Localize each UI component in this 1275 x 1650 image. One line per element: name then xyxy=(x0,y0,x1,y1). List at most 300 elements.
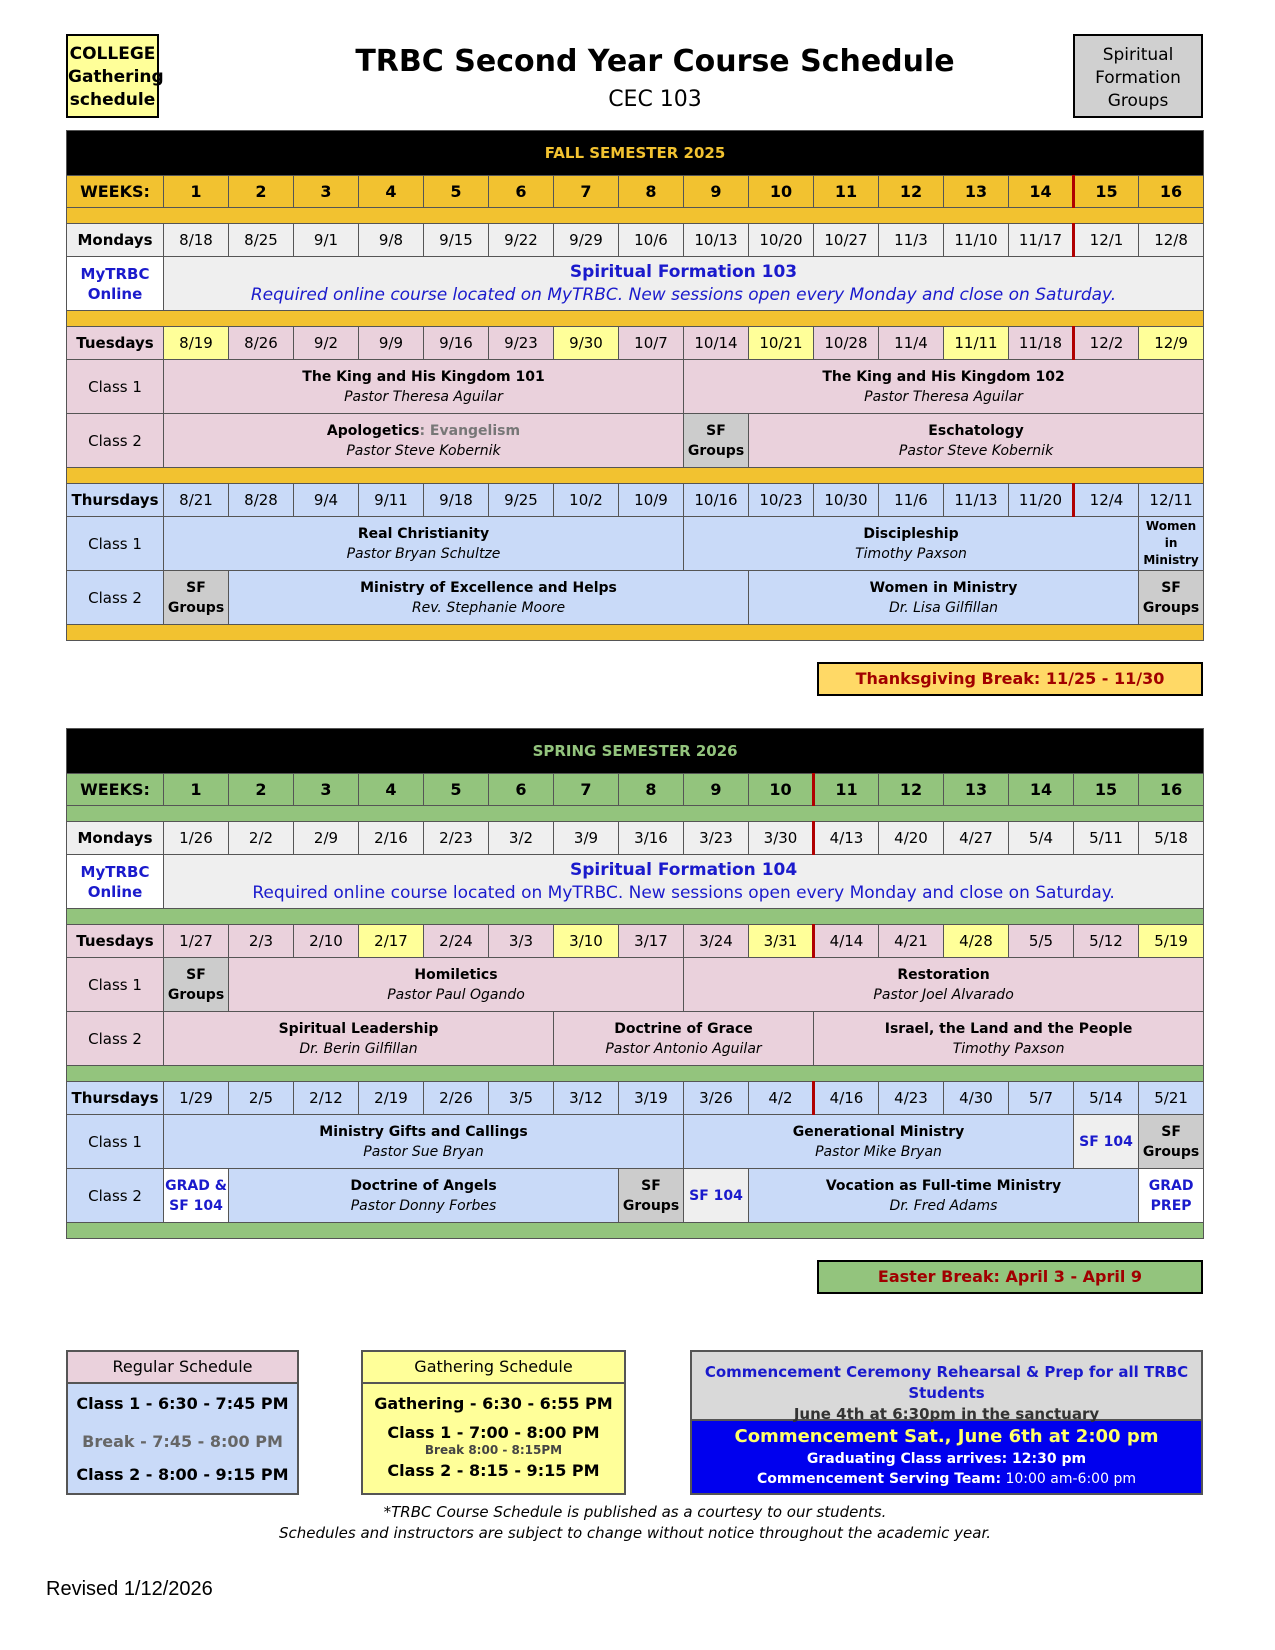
date-cell: 3/24 xyxy=(684,925,749,958)
short-course-line: Ministry xyxy=(1143,553,1199,567)
gathering-date-cell: 3/10 xyxy=(554,925,619,958)
date-cell: 12/8 xyxy=(1139,224,1204,257)
gathering-date-cell: 8/19 xyxy=(164,327,229,360)
women-in-ministry-cell xyxy=(1139,517,1204,571)
sf104-label: SF 104 xyxy=(1079,1133,1133,1150)
sf-line: Groups xyxy=(687,442,745,459)
week-num: 12 xyxy=(879,176,944,208)
course-cell xyxy=(749,414,1204,468)
sf-groups-cell xyxy=(164,958,229,1012)
spring-thursdays-row xyxy=(67,1082,1204,1115)
date-cell: 3/17 xyxy=(619,925,684,958)
date-cell: 8/25 xyxy=(229,224,294,257)
date-cell: 2/3 xyxy=(229,925,294,958)
sf-line: Groups xyxy=(167,986,225,1003)
date-cell: 10/28 xyxy=(814,327,879,360)
course-cell xyxy=(684,958,1204,1012)
date-cell: 10/16 xyxy=(684,484,749,517)
date-cell: 8/21 xyxy=(164,484,229,517)
footer-note-2: Schedules and instructors are subject to change without notice throughout the academic year. xyxy=(278,1524,992,1542)
date-cell: 3/9 xyxy=(554,822,619,855)
course-title: Doctrine of Angels xyxy=(350,1177,497,1194)
date-cell: 8/28 xyxy=(229,484,294,517)
date-cell: 5/21 xyxy=(1139,1082,1204,1115)
course-title: Discipleship xyxy=(863,525,959,542)
fall-tue-class1-row xyxy=(67,360,1204,414)
fall-thu-class2-row xyxy=(67,571,1204,625)
class-label: Class 2 xyxy=(67,1012,164,1066)
week-num: 16 xyxy=(1139,774,1204,806)
date-cell: 11/3 xyxy=(879,224,944,257)
week-num: 2 xyxy=(229,774,294,806)
course-cell xyxy=(749,1169,1139,1223)
badge-line: Formation xyxy=(1095,68,1181,88)
gathering-schedule-title: Gathering Schedule xyxy=(363,1352,624,1384)
course-cell xyxy=(684,517,1139,571)
date-cell: 3/12 xyxy=(554,1082,619,1115)
date-cell: 11/4 xyxy=(879,327,944,360)
date-cell: 10/14 xyxy=(684,327,749,360)
sf-groups-cell xyxy=(1139,571,1204,625)
regular-schedule-title: Regular Schedule xyxy=(68,1352,297,1384)
online-course-title: Spiritual Formation 103 xyxy=(569,261,798,282)
course-title: Spiritual Leadership xyxy=(278,1020,439,1037)
date-cell: 4/16 xyxy=(814,1082,879,1115)
date-cell: 9/9 xyxy=(359,327,424,360)
schedule-line: Break - 7:45 - 8:00 PM xyxy=(82,1432,283,1451)
class-label: Class 2 xyxy=(67,571,164,625)
spring-tue-class2-row xyxy=(67,1012,1204,1066)
date-cell: 10/9 xyxy=(619,484,684,517)
gathering-date-cell: 10/21 xyxy=(749,327,814,360)
class-label: Class 1 xyxy=(67,517,164,571)
fall-thu-class1-row xyxy=(67,517,1204,571)
separator xyxy=(67,1066,1204,1082)
date-cell: 9/4 xyxy=(294,484,359,517)
course-instructor: Pastor Joel Alvarado xyxy=(873,986,1014,1003)
date-cell: 3/26 xyxy=(684,1082,749,1115)
course-title: The King and His Kingdom 101 xyxy=(302,368,545,385)
date-cell: 2/24 xyxy=(424,925,489,958)
date-cell: 1/27 xyxy=(164,925,229,958)
course-instructor: Dr. Fred Adams xyxy=(889,1197,998,1214)
date-cell: 11/6 xyxy=(879,484,944,517)
grad-line: PREP xyxy=(1150,1197,1192,1214)
footer-note-1: *TRBC Course Schedule is published as a courtesy to our students. xyxy=(383,1503,887,1521)
course-title: Israel, the Land and the People xyxy=(884,1020,1133,1037)
weeks-label: WEEKS: xyxy=(67,176,164,208)
sf104-cell xyxy=(684,1169,749,1223)
course-title: Ministry of Excellence and Helps xyxy=(360,579,617,596)
course-title-extra: : Evangelism xyxy=(419,422,521,439)
sf-line: Groups xyxy=(1142,1143,1200,1160)
date-cell: 4/23 xyxy=(879,1082,944,1115)
badge-line: Groups xyxy=(1107,91,1169,111)
date-cell: 4/14 xyxy=(814,925,879,958)
page-title: TRBC Second Year Course Schedule xyxy=(355,44,955,79)
grad-sf104-cell xyxy=(164,1169,229,1223)
week-num: 16 xyxy=(1139,176,1204,208)
rehearsal-title: Commencement Ceremony Rehearsal & Prep for all TRBC Students xyxy=(704,1363,1189,1402)
mondays-label: Mondays xyxy=(67,224,164,257)
date-cell: 10/27 xyxy=(814,224,879,257)
spring-schedule-table xyxy=(66,728,1204,1239)
week-num: 13 xyxy=(944,176,1009,208)
separator xyxy=(67,909,1204,925)
date-cell: 2/23 xyxy=(424,822,489,855)
week-num: 14 xyxy=(1009,774,1074,806)
date-cell: 11/18 xyxy=(1009,327,1074,360)
badge-line: Spiritual xyxy=(1102,45,1174,65)
date-cell: 8/26 xyxy=(229,327,294,360)
week-num: 6 xyxy=(489,176,554,208)
class-label: Class 2 xyxy=(67,1169,164,1223)
separator xyxy=(67,468,1204,484)
course-title: Women in Ministry xyxy=(869,579,1018,596)
course-instructor: Pastor Paul Ogando xyxy=(387,986,525,1003)
date-cell: 5/4 xyxy=(1009,822,1074,855)
course-instructor: Pastor Antonio Aguilar xyxy=(605,1040,762,1057)
course-cell xyxy=(164,414,684,468)
separator xyxy=(67,625,1204,641)
separator xyxy=(67,311,1204,327)
grad-line: GRAD & xyxy=(165,1177,227,1194)
commencement-rehearsal-panel xyxy=(692,1352,1201,1421)
course-cell xyxy=(229,1169,619,1223)
course-title: Real Christianity xyxy=(357,525,490,542)
class-label: Class 1 xyxy=(67,360,164,414)
fall-tuesdays-row xyxy=(67,327,1204,360)
commencement-box xyxy=(690,1350,1203,1495)
ceremony-title: Commencement Sat., June 6th at 2:00 pm xyxy=(734,1426,1159,1447)
week-num: 5 xyxy=(424,774,489,806)
spring-semester-title: SPRING SEMESTER 2026 xyxy=(67,729,1204,774)
date-cell: 9/15 xyxy=(424,224,489,257)
course-title: Eschatology xyxy=(928,422,1024,439)
date-cell: 11/10 xyxy=(944,224,1009,257)
date-cell: 9/8 xyxy=(359,224,424,257)
commencement-ceremony-panel xyxy=(692,1421,1201,1493)
serving-team-line xyxy=(692,1469,1201,1489)
date-cell: 2/10 xyxy=(294,925,359,958)
date-cell: 9/18 xyxy=(424,484,489,517)
week-num: 4 xyxy=(359,176,424,208)
date-cell: 5/11 xyxy=(1074,822,1139,855)
sf-groups-cell xyxy=(164,571,229,625)
course-title: Doctrine of Grace xyxy=(614,1020,753,1037)
week-num: 3 xyxy=(294,176,359,208)
easter-break-note: Easter Break: April 3 - April 9 xyxy=(817,1260,1203,1294)
grad-prep-cell xyxy=(1139,1169,1204,1223)
date-cell: 9/22 xyxy=(489,224,554,257)
date-cell: 9/16 xyxy=(424,327,489,360)
course-cell xyxy=(814,1012,1204,1066)
week-num: 12 xyxy=(879,774,944,806)
course-cell xyxy=(164,1012,554,1066)
schedule-line: Class 2 - 8:00 - 9:15 PM xyxy=(76,1465,289,1484)
sf-line: SF xyxy=(706,422,726,439)
course-title: Apologetics xyxy=(326,422,420,439)
online-label-line: Online xyxy=(87,882,143,901)
date-cell: 12/2 xyxy=(1074,327,1139,360)
tuesdays-label: Tuesdays xyxy=(67,925,164,958)
fall-thursdays-row xyxy=(67,484,1204,517)
gathering-date-cell: 5/19 xyxy=(1139,925,1204,958)
tuesdays-label: Tuesdays xyxy=(67,327,164,360)
week-num: 5 xyxy=(424,176,489,208)
short-course-line: Women xyxy=(1145,519,1197,533)
date-cell: 5/7 xyxy=(1009,1082,1074,1115)
course-instructor: Pastor Bryan Schultze xyxy=(346,545,501,562)
thursdays-label: Thursdays xyxy=(67,484,164,517)
date-cell: 4/27 xyxy=(944,822,1009,855)
sf-groups-cell xyxy=(619,1169,684,1223)
date-cell: 4/20 xyxy=(879,822,944,855)
online-course-title: Spiritual Formation 104 xyxy=(569,859,798,880)
fall-online-row xyxy=(67,257,1204,311)
course-title: Restoration xyxy=(897,966,990,983)
sf-line: SF xyxy=(186,966,206,983)
mondays-label: Mondays xyxy=(67,822,164,855)
gathering-date-cell: 4/28 xyxy=(944,925,1009,958)
course-instructor: Dr. Berin Gilfillan xyxy=(299,1040,418,1057)
date-cell: 5/5 xyxy=(1009,925,1074,958)
week-num: 11 xyxy=(814,774,879,806)
schedule-line: Class 1 - 6:30 - 7:45 PM xyxy=(76,1394,289,1413)
class-label: Class 1 xyxy=(67,1115,164,1169)
spring-tuesdays-row xyxy=(67,925,1204,958)
sf-groups-cell xyxy=(684,414,749,468)
course-instructor: Pastor Steve Kobernik xyxy=(898,442,1054,459)
date-cell: 12/4 xyxy=(1074,484,1139,517)
sf-groups-cell xyxy=(1139,1115,1204,1169)
course-title: The King and His Kingdom 102 xyxy=(822,368,1065,385)
date-cell: 10/13 xyxy=(684,224,749,257)
spring-online-row xyxy=(67,855,1204,909)
week-num: 3 xyxy=(294,774,359,806)
date-cell: 10/7 xyxy=(619,327,684,360)
online-course-cell xyxy=(164,855,1204,909)
week-num: 9 xyxy=(684,176,749,208)
course-cell xyxy=(684,360,1204,414)
date-cell: 3/30 xyxy=(749,822,814,855)
spring-thu-class2-row xyxy=(67,1169,1204,1223)
course-cell xyxy=(229,958,684,1012)
gathering-date-cell: 12/9 xyxy=(1139,327,1204,360)
date-cell: 10/30 xyxy=(814,484,879,517)
fall-mondays-row xyxy=(67,224,1204,257)
spring-tue-class1-row xyxy=(67,958,1204,1012)
online-label-line: MyTRBC xyxy=(80,862,150,881)
date-cell: 3/3 xyxy=(489,925,554,958)
online-label xyxy=(67,855,164,909)
gathering-schedule-box xyxy=(361,1350,626,1495)
badge-line: Gathering xyxy=(68,67,164,87)
sf-line: SF xyxy=(641,1177,661,1194)
date-cell: 2/26 xyxy=(424,1082,489,1115)
badge-line: COLLEGE xyxy=(69,44,156,64)
fall-semester-title: FALL SEMESTER 2025 xyxy=(67,131,1204,176)
week-num: 11 xyxy=(814,176,879,208)
date-cell: 10/20 xyxy=(749,224,814,257)
course-cell xyxy=(229,571,749,625)
week-num: 8 xyxy=(619,774,684,806)
date-cell: 9/2 xyxy=(294,327,359,360)
online-label-line: MyTRBC xyxy=(80,264,150,283)
schedule-line: Gathering - 6:30 - 6:55 PM xyxy=(374,1394,613,1413)
course-cell xyxy=(164,1115,684,1169)
course-instructor: Timothy Paxson xyxy=(952,1040,1065,1057)
gathering-date-cell: 11/11 xyxy=(944,327,1009,360)
sf-line: Groups xyxy=(622,1197,680,1214)
online-course-note: Required online course located on MyTRBC. New sessions open every Monday and close on Saturday. xyxy=(252,882,1115,903)
serving-label: Commencement Serving Team: xyxy=(757,1471,1002,1487)
course-instructor: Pastor Donny Forbes xyxy=(350,1197,497,1214)
date-cell: 11/17 xyxy=(1009,224,1074,257)
date-cell: 2/9 xyxy=(294,822,359,855)
date-cell: 10/23 xyxy=(749,484,814,517)
course-instructor: Pastor Theresa Aguilar xyxy=(864,388,1023,405)
course-instructor: Pastor Steve Kobernik xyxy=(346,442,501,459)
sf-line: Groups xyxy=(167,599,225,616)
week-num: 13 xyxy=(944,774,1009,806)
date-cell: 5/14 xyxy=(1074,1082,1139,1115)
sf-line: SF xyxy=(1161,1123,1181,1140)
date-cell: 11/20 xyxy=(1009,484,1074,517)
grad-line: GRAD xyxy=(1148,1177,1194,1194)
page-subtitle: CEC 103 xyxy=(608,87,702,112)
date-cell: 2/19 xyxy=(359,1082,424,1115)
date-cell: 10/2 xyxy=(554,484,619,517)
fall-schedule-table xyxy=(66,130,1204,641)
course-title: Homiletics xyxy=(414,966,498,983)
thursdays-label: Thursdays xyxy=(67,1082,164,1115)
sf-line: Groups xyxy=(1142,599,1200,616)
week-num: 7 xyxy=(554,774,619,806)
date-cell: 9/23 xyxy=(489,327,554,360)
week-num: 1 xyxy=(164,176,229,208)
short-course-line: in xyxy=(1164,536,1178,550)
schedule-line: Break 8:00 - 8:15PM xyxy=(424,1443,563,1457)
college-gathering-badge xyxy=(66,34,164,118)
date-cell: 2/16 xyxy=(359,822,424,855)
date-cell: 5/12 xyxy=(1074,925,1139,958)
arrival-time: Graduating Class arrives: 12:30 pm xyxy=(806,1451,1087,1467)
class-label: Class 2 xyxy=(67,414,164,468)
gathering-date-cell: 3/31 xyxy=(749,925,814,958)
course-instructor: Timothy Paxson xyxy=(855,545,967,562)
sf104-label: SF 104 xyxy=(689,1187,743,1204)
course-cell xyxy=(684,1115,1074,1169)
date-cell: 2/5 xyxy=(229,1082,294,1115)
week-num: 4 xyxy=(359,774,424,806)
date-cell: 3/5 xyxy=(489,1082,554,1115)
week-num: 6 xyxy=(489,774,554,806)
course-title: Ministry Gifts and Callings xyxy=(319,1123,528,1140)
online-label-line: Online xyxy=(87,284,143,303)
separator xyxy=(67,1223,1204,1239)
date-cell: 4/30 xyxy=(944,1082,1009,1115)
course-cell xyxy=(749,571,1139,625)
date-cell: 3/2 xyxy=(489,822,554,855)
spring-weeks-row xyxy=(67,774,1204,806)
week-num: 1 xyxy=(164,774,229,806)
date-cell: 9/25 xyxy=(489,484,554,517)
date-cell: 2/12 xyxy=(294,1082,359,1115)
date-cell: 12/1 xyxy=(1074,224,1139,257)
thanksgiving-break-note: Thanksgiving Break: 11/25 - 11/30 xyxy=(817,662,1203,696)
course-title-line xyxy=(164,421,683,441)
course-cell xyxy=(164,517,684,571)
schedule-line: Class 1 - 7:00 - 8:00 PM xyxy=(387,1423,600,1442)
weeks-label: WEEKS: xyxy=(67,774,164,806)
date-cell: 4/2 xyxy=(749,1082,814,1115)
spring-thu-class1-row xyxy=(67,1115,1204,1169)
separator xyxy=(67,208,1204,224)
gathering-date-cell: 2/17 xyxy=(359,925,424,958)
week-num: 14 xyxy=(1009,176,1074,208)
week-num: 8 xyxy=(619,176,684,208)
rehearsal-when: June 4th at 6:30pm in the sanctuary xyxy=(793,1405,1100,1423)
date-cell: 10/6 xyxy=(619,224,684,257)
date-cell: 9/1 xyxy=(294,224,359,257)
date-cell: 2/2 xyxy=(229,822,294,855)
date-cell: 9/29 xyxy=(554,224,619,257)
week-num: 10 xyxy=(749,774,814,806)
sf-line: SF xyxy=(1161,579,1181,596)
date-cell: 9/11 xyxy=(359,484,424,517)
class-label: Class 1 xyxy=(67,958,164,1012)
date-cell: 3/23 xyxy=(684,822,749,855)
fall-tue-class2-row xyxy=(67,414,1204,468)
week-num: 15 xyxy=(1074,774,1139,806)
date-cell: 1/26 xyxy=(164,822,229,855)
gathering-date-cell: 9/30 xyxy=(554,327,619,360)
online-course-cell xyxy=(164,257,1204,311)
sf-groups-badge xyxy=(1073,34,1203,118)
revised-date: Revised 1/12/2026 xyxy=(46,1578,213,1600)
week-num: 10 xyxy=(749,176,814,208)
week-num: 7 xyxy=(554,176,619,208)
course-title: Generational Ministry xyxy=(792,1123,965,1140)
online-course-note: Required online course located on MyTRBC. New sessions open every Monday and close on Saturday. xyxy=(250,284,1117,305)
separator xyxy=(67,806,1204,822)
course-instructor: Pastor Theresa Aguilar xyxy=(344,388,503,405)
week-num: 9 xyxy=(684,774,749,806)
grad-line: SF 104 xyxy=(169,1197,223,1214)
online-label xyxy=(67,257,164,311)
date-cell: 4/21 xyxy=(879,925,944,958)
serving-time: 10:00 am-6:00 pm xyxy=(1001,1471,1136,1487)
week-num: 15 xyxy=(1074,176,1139,208)
course-title: Vocation as Full-time Ministry xyxy=(825,1177,1062,1194)
course-cell xyxy=(164,360,684,414)
spring-mondays-row xyxy=(67,822,1204,855)
badge-line: schedule xyxy=(69,90,156,110)
course-instructor: Rev. Stephanie Moore xyxy=(411,599,566,616)
course-cell xyxy=(554,1012,814,1066)
schedule-line: Class 2 - 8:15 - 9:15 PM xyxy=(387,1461,600,1480)
date-cell: 12/11 xyxy=(1139,484,1204,517)
date-cell: 3/19 xyxy=(619,1082,684,1115)
sf-line: SF xyxy=(186,579,206,596)
date-cell: 3/16 xyxy=(619,822,684,855)
sf104-cell xyxy=(1074,1115,1139,1169)
week-num: 2 xyxy=(229,176,294,208)
regular-schedule-box xyxy=(66,1350,299,1495)
date-cell: 1/29 xyxy=(164,1082,229,1115)
date-cell: 11/13 xyxy=(944,484,1009,517)
